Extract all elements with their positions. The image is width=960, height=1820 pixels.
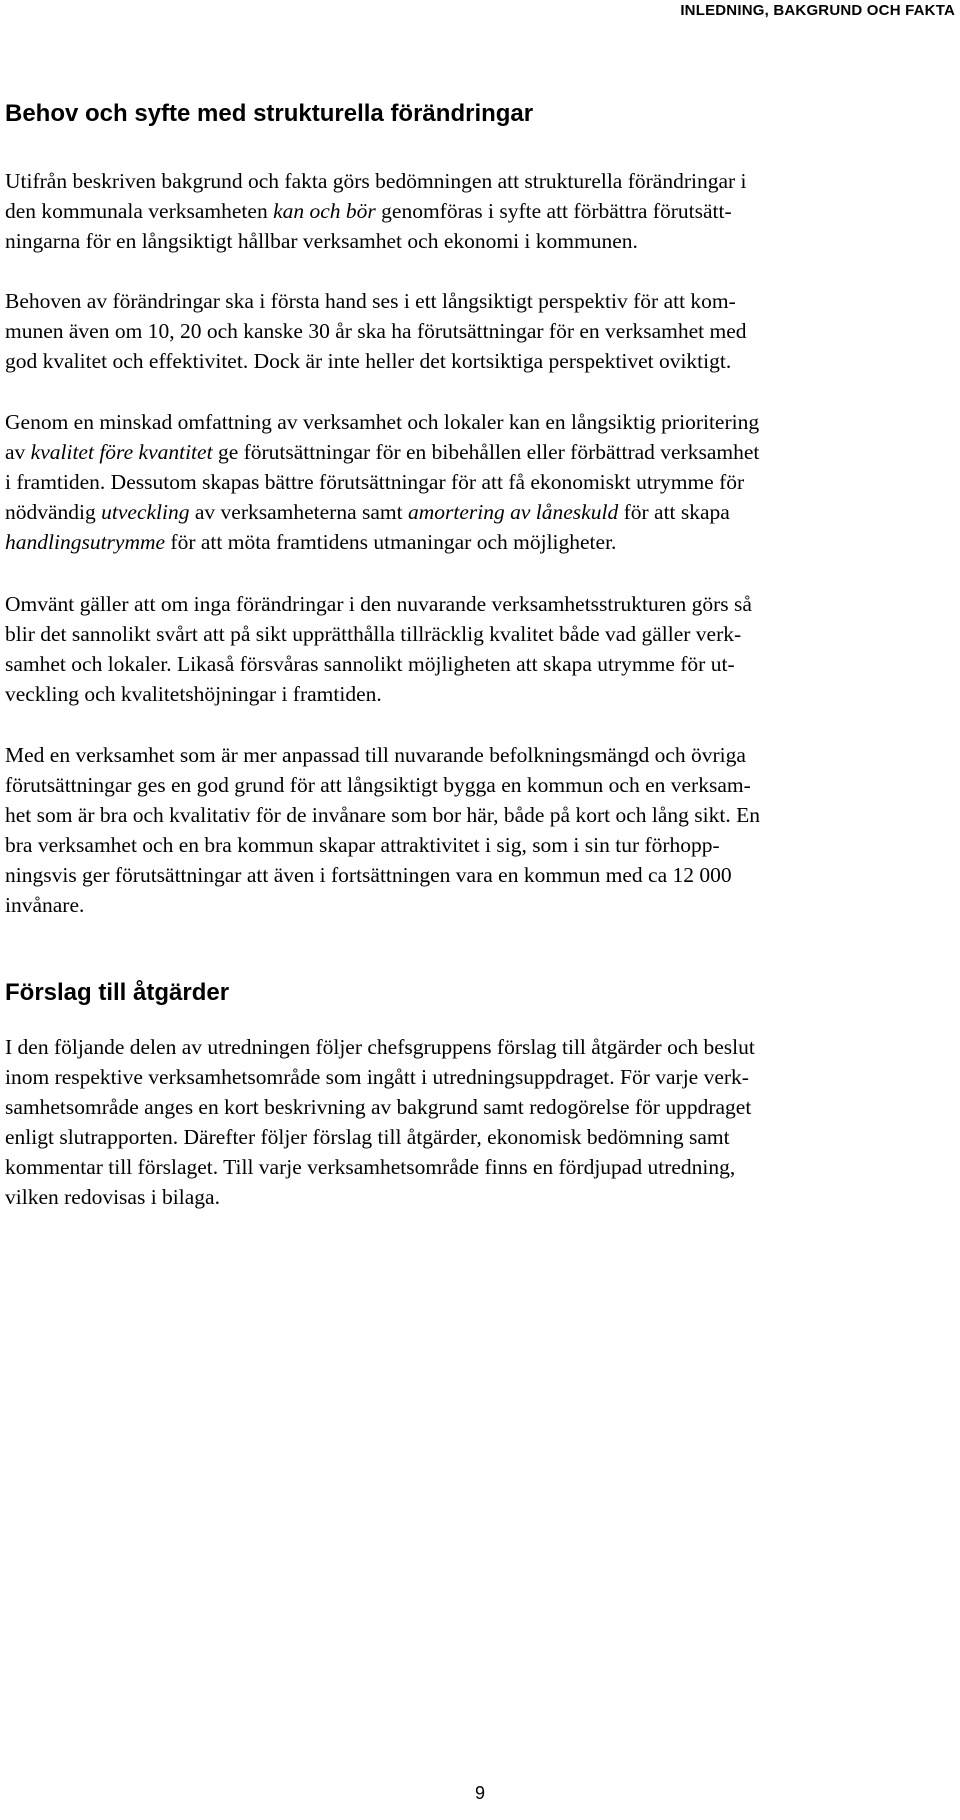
text-line: I den följande delen av utredningen följer chefsgruppens förslag till åtgärder och beslut xyxy=(5,1035,755,1059)
paragraph xyxy=(5,166,953,256)
text-line: Utifrån beskriven bakgrund och fakta görs bedömningen att strukturella förändringar i xyxy=(5,169,747,193)
paragraph xyxy=(5,740,953,920)
emphasis: kan och bör xyxy=(273,199,376,223)
text-line xyxy=(5,497,953,527)
text-line: munen även om 10, 20 och kanske 30 år ska ha förutsättningar för en verksamhet med xyxy=(5,319,747,343)
text-line: förutsättningar ges en god grund för att långsiktigt bygga en kommun och en verksam- xyxy=(5,773,751,797)
text-line: vilken redovisas i bilaga. xyxy=(5,1185,220,1209)
text-line: inom respektive verksamhetsområde som ingått i utredningsuppdraget. För varje verk- xyxy=(5,1065,749,1089)
text-run: av xyxy=(5,440,31,464)
text-line: kommentar till förslaget. Till varje verksamhetsområde finns en fördjupad utredning, xyxy=(5,1155,736,1179)
running-header: INLEDNING, BAKGRUND OCH FAKTA xyxy=(680,2,955,19)
text-line: Omvänt gäller att om inga förändringar i den nuvarande verksamhetsstrukturen görs så xyxy=(5,592,752,616)
section-title-forslag-till-atgarder: Förslag till åtgärder xyxy=(5,979,230,1006)
paragraph xyxy=(5,407,953,557)
paragraph xyxy=(5,589,953,709)
emphasis: handlingsutrymme xyxy=(5,530,166,554)
text-line: ningsvis ger förutsättningar att även i fortsättningen vara en kommun med ca 12 000 xyxy=(5,863,732,887)
emphasis: amortering av låneskuld xyxy=(408,500,619,524)
text-line: Med en verksamhet som är mer anpassad till nuvarande befolkningsmängd och övriga xyxy=(5,743,746,767)
text-line: invånare. xyxy=(5,893,85,917)
text-line: Behoven av förändringar ska i första hand ses i ett långsiktigt perspektiv för att kom- xyxy=(5,289,736,313)
text-line: bra verksamhet och en bra kommun skapar attraktivitet i sig, som i sin tur förhopp- xyxy=(5,833,720,857)
text-line: samhet och lokaler. Likaså försvåras sannolikt möjligheten att skapa utrymme för ut- xyxy=(5,652,735,676)
text-line xyxy=(5,196,953,226)
text-line: i framtiden. Dessutom skapas bättre förutsättningar för att få ekonomiskt utrymme för xyxy=(5,470,745,494)
text-line: samhetsområde anges en kort beskrivning av bakgrund samt redogörelse för uppdraget xyxy=(5,1095,752,1119)
text-line: enligt slutrapporten. Därefter följer förslag till åtgärder, ekonomisk bedömning samt xyxy=(5,1125,730,1149)
text-run: nödvändig xyxy=(5,500,102,524)
text-line: ningarna för en långsiktigt hållbar verksamhet och ekonomi i kommunen. xyxy=(5,229,638,253)
text-run: för att möta framtidens utmaningar och möjligheter. xyxy=(165,530,617,554)
text-line: het som är bra och kvalitativ för de invånare som bor här, både på kort och lång sikt. En xyxy=(5,803,760,827)
text-run: ge förutsättningar för en bibehållen eller förbättrad verksamhet xyxy=(212,440,760,464)
text-run: den kommunala verksamheten xyxy=(5,199,274,223)
text-line xyxy=(5,437,953,467)
text-line: blir det sannolikt svårt att på sikt upprätthålla tillräcklig kvalitet både vad gäller verk- xyxy=(5,622,742,646)
emphasis: kvalitet före kvantitet xyxy=(30,440,213,464)
text-line: veckling och kvalitetshöjningar i framtiden. xyxy=(5,682,382,706)
emphasis: utveckling xyxy=(101,500,190,524)
text-line: god kvalitet och effektivitet. Dock är inte heller det kortsiktiga perspektivet oviktigt. xyxy=(5,349,732,373)
page-number: 9 xyxy=(474,1783,485,1803)
paragraph xyxy=(5,286,953,376)
text-run: av verksamheterna samt xyxy=(189,500,408,524)
text-run: för att skapa xyxy=(618,500,730,524)
text-run: genomföras i syfte att förbättra förutsätt- xyxy=(375,199,732,223)
text-line xyxy=(5,527,953,557)
text-line: Genom en minskad omfattning av verksamhet och lokaler kan en långsiktig prioritering xyxy=(5,410,760,434)
paragraph xyxy=(5,1032,953,1212)
section-title-behov-och-syfte: Behov och syfte med strukturella förändringar xyxy=(5,100,534,127)
